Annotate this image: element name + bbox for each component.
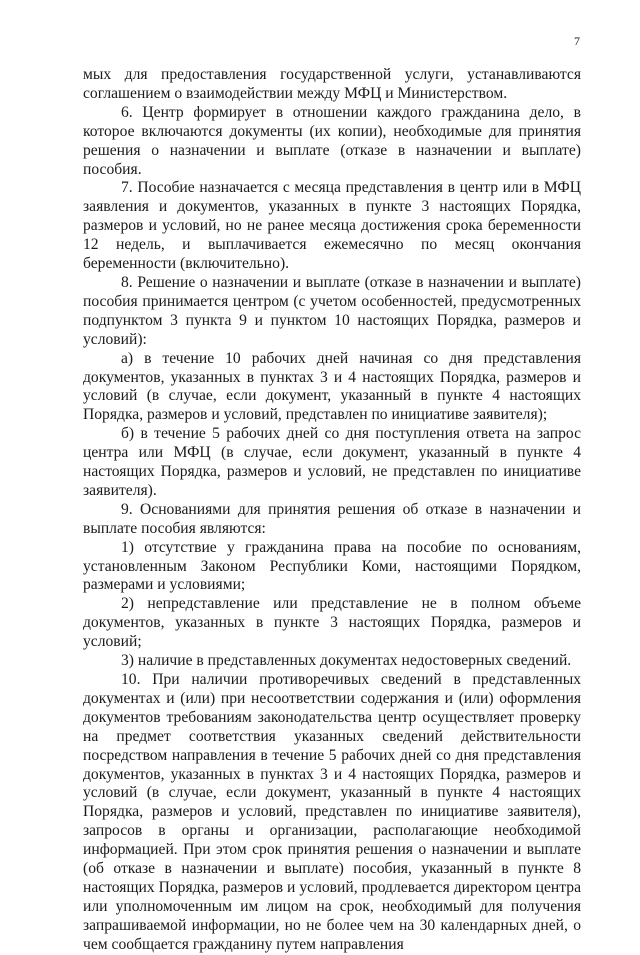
paragraph-7: 7. Пособие назначается с месяца представления в центр или в МФЦ заявления и документов, указанных в пункте 3 настоящих Порядка, размеров и условий, но не ранее месяца достижения срока беременности 12 недель, и выплачивается ежемесячно по месяц окончания беременности (включительно).	[83, 179, 581, 273]
paragraph-10: 10. При наличии противоречивых сведений в представленных документах и (или) при несоответствии содержания и (или) оформления документов требованиям законодательства центр осуществляет проверку на предмет соответствия указанных сведений действительности посредством направления в течение 5 рабочих дней со дня представления документов, указанных в пунктах 3 и 4 настоящих Порядка, размеров и условий (в случае, если документ, указанный в пункте 4 настоящих Порядка, размеров и условий, представлен по инициативе заявителя), запросов в органы и организации, располагающие необходимой информацией. При этом срок принятия решения о назначении и выплате (об отказе в назначении и выплате) пособия, указанный в пункте 8 настоящих Порядка, размеров и условий, продлевается директором центра или уполномоченным им лицом на срок, необходимый для получения запрашиваемой информации, но не более чем на 30 календарных дней, о чем сообщается гражданину путем направления	[83, 671, 581, 953]
paragraph-9-1: 1) отсутствие у гражданина права на пособие по основаниям, установленным Законом Республики Коми, настоящими Порядком, размерами и условиями;	[83, 538, 581, 594]
page-number: 7	[574, 34, 580, 48]
paragraph-8-a: а) в течение 10 рабочих дней начиная со дня представления документов, указанных в пунктах 3 и 4 настоящих Порядка, размеров и условий (в случае, если документ, указанный в пункте 4 настоящих Порядка, размеров и условий, представлен по инициативе заявителя);	[83, 349, 581, 424]
paragraph-8-b: б) в течение 5 рабочих дней со дня поступления ответа на запрос центра или МФЦ (в случае, если документ, указанный в пункте 4 настоящих Порядка, размеров и условий, не представлен по инициативе заявителя).	[83, 425, 581, 499]
paragraph-9-2: 2) непредставление или представление не в полном объеме документов, указанных в пункте 3 настоящих Порядка, размеров и условий;	[83, 595, 581, 651]
paragraph-continuation: мых для предоставления государственной услуги, устанавливаются соглашением о взаимодействии между МФЦ и Министерством.	[83, 66, 581, 102]
paragraph-6: 6. Центр формирует в отношении каждого гражданина дело, в которое включаются документы (их копии), необходимые для принятия решения о назначении и выплате (отказе в назначении и выплате) пособия.	[83, 103, 581, 178]
paragraph-8: 8. Решение о назначении и выплате (отказе в назначении и выплате) пособия принимается центром (с учетом особенностей, предусмотренных подпунктом 3 пункта 9 и пунктом 10 настоящих Порядка, размеров и условий):	[83, 273, 581, 348]
document-body	[83, 66, 581, 955]
paragraph-9: 9. Основаниями для принятия решения об отказе в назначении и выплате пособия являются:	[83, 500, 581, 537]
paragraph-9-3: 3) наличие в представленных документах недостоверных сведений.	[121, 652, 572, 670]
